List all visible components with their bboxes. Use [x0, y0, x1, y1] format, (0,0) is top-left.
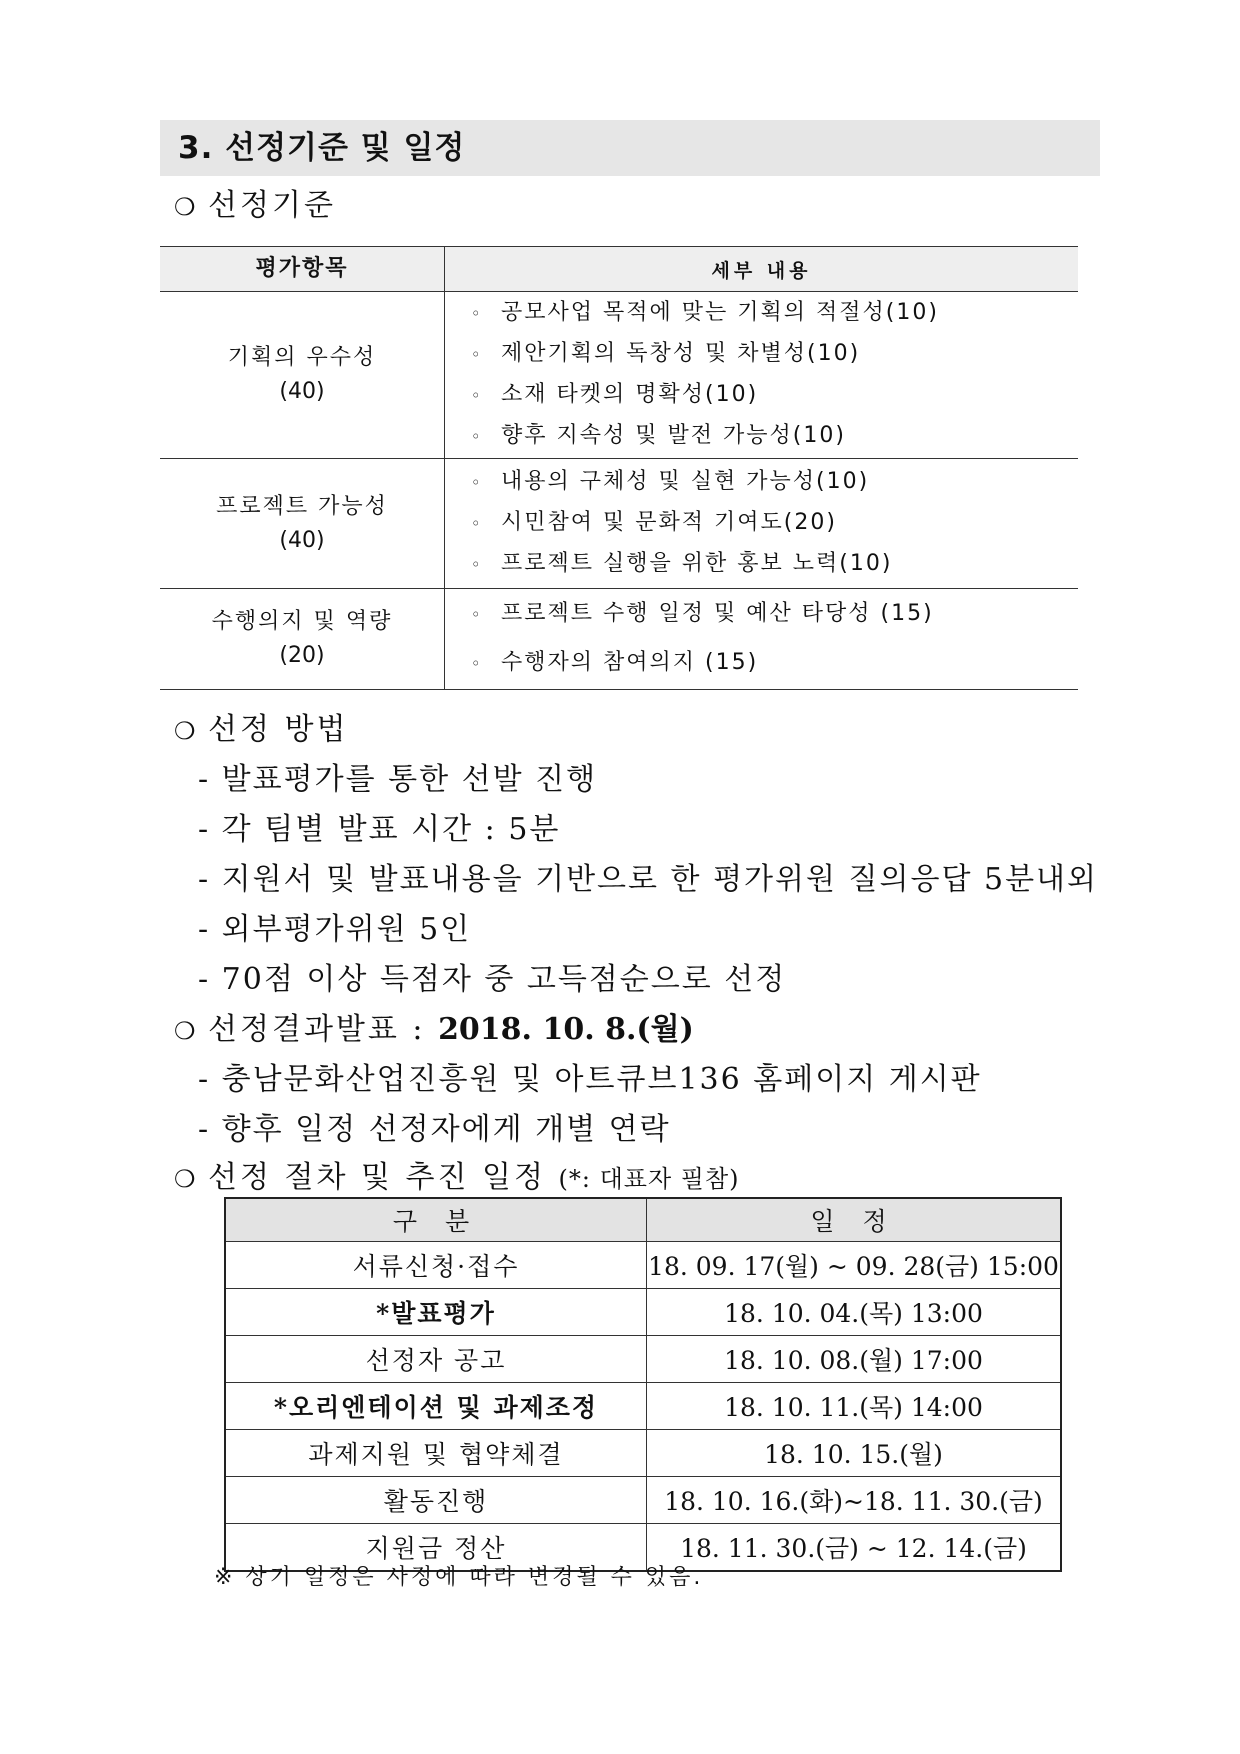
- bullet-icon: ◦: [471, 654, 483, 673]
- schedule-date: 18. 10. 11.(목) 14:00: [647, 1383, 1062, 1430]
- circle-bullet-icon: ❍: [174, 1165, 196, 1193]
- procedure-title: 선정 절차 및 추진 일정: [208, 1160, 559, 1195]
- section-title: 3. 선정기준 및 일정: [160, 120, 1100, 176]
- table-row: [160, 292, 1078, 459]
- schedule-date: 18. 10. 16.(화)~18. 11. 30.(금): [647, 1477, 1062, 1524]
- method-title: 선정 방법: [208, 712, 349, 747]
- list-item: ◦ 수행자의 참여의지 (15): [471, 639, 1077, 688]
- announcement-title: 선정결과발표 :: [208, 1012, 439, 1047]
- bullet-icon: ◦: [471, 345, 483, 364]
- list-item: ◦ 향후 지속성 및 발전 가능성(10): [471, 416, 1077, 457]
- list-item: ◦ 제안기획의 독창성 및 차별성(10): [471, 334, 1077, 375]
- procedure-note: (*: 대표자 필참): [558, 1165, 740, 1193]
- bullet-icon: ◦: [471, 605, 483, 624]
- table-row: [225, 1289, 1061, 1336]
- criteria-category-cell: [160, 589, 445, 690]
- table-row: [225, 1242, 1061, 1289]
- table-row: [225, 1477, 1061, 1524]
- circle-bullet-icon: ❍: [174, 193, 196, 221]
- footnote: ※ 상기 일정은 사정에 따라 변경될 수 있음.: [214, 1565, 704, 1590]
- schedule-stage: 활동진행: [225, 1477, 647, 1524]
- circle-bullet-icon: ❍: [174, 1017, 196, 1045]
- announcement-heading: [174, 1010, 694, 1051]
- announcement-date: 2018. 10. 8.(월): [438, 1012, 694, 1047]
- method-heading: [174, 710, 348, 751]
- criteria-header-row: [160, 247, 1078, 292]
- bullet-icon: ◦: [471, 514, 483, 533]
- procedure-heading: [174, 1158, 740, 1199]
- schedule-header-stage: 구 분: [225, 1198, 647, 1242]
- schedule-date: 18. 10. 04.(목) 13:00: [647, 1289, 1062, 1336]
- method-line: - 지원서 및 발표내용을 기반으로 한 평가위원 질의응답 5분내외: [198, 862, 1099, 897]
- table-row: [160, 459, 1078, 589]
- schedule-date: 18. 10. 15.(월): [647, 1430, 1062, 1477]
- schedule-date: 18. 11. 30.(금) ~ 12. 14.(금): [647, 1524, 1062, 1572]
- criteria-score: (20): [279, 643, 325, 668]
- bullet-icon: ◦: [471, 555, 483, 574]
- list-item: ◦ 소재 타켓의 명확성(10): [471, 375, 1077, 416]
- method-line: - 70점 이상 득점자 중 고득점순으로 선정: [198, 962, 787, 997]
- table-row: [225, 1336, 1061, 1383]
- schedule-table: [224, 1197, 1062, 1572]
- circle-bullet-icon: ❍: [174, 717, 196, 745]
- announcement-line: - 충남문화산업진흥원 및 아트큐브136 홈페이지 게시판: [198, 1062, 982, 1097]
- schedule-header-date: 일 정: [647, 1198, 1062, 1242]
- bullet-icon: ◦: [471, 386, 483, 405]
- schedule-stage: 서류신청·접수: [225, 1242, 647, 1289]
- criteria-heading-text: 선정기준: [208, 188, 336, 223]
- list-item: ◦ 시민참여 및 문화적 기여도(20): [471, 503, 1077, 544]
- schedule-header-row: [225, 1198, 1061, 1242]
- method-line: - 각 팀별 발표 시간 : 5분: [198, 812, 561, 847]
- schedule-stage: 선정자 공고: [225, 1336, 647, 1383]
- table-row: [225, 1430, 1061, 1477]
- bullet-icon: ◦: [471, 473, 483, 492]
- list-item: ◦ 공모사업 목적에 맞는 기획의 적절성(10): [471, 293, 1077, 334]
- method-line: - 발표평가를 통한 선발 진행: [198, 762, 598, 797]
- list-item: ◦ 프로젝트 수행 일정 및 예산 타당성 (15): [471, 590, 1077, 639]
- table-row: [160, 589, 1078, 690]
- criteria-category: 기획의 우수성: [227, 345, 377, 370]
- criteria-heading: [174, 186, 336, 227]
- announcement-line: - 향후 일정 선정자에게 개별 연락: [198, 1112, 671, 1147]
- criteria-header-category: 평가항목: [160, 247, 445, 292]
- bullet-icon: ◦: [471, 427, 483, 446]
- criteria-items-cell: [445, 589, 1079, 690]
- criteria-table: [160, 246, 1078, 690]
- schedule-stage: 과제지원 및 협약체결: [225, 1430, 647, 1477]
- bullet-icon: ◦: [471, 304, 483, 323]
- criteria-items-cell: [445, 459, 1079, 589]
- schedule-stage: *오리엔테이션 및 과제조정: [225, 1383, 647, 1430]
- criteria-category-cell: [160, 459, 445, 589]
- schedule-stage: *발표평가: [225, 1289, 647, 1336]
- list-item: ◦ 프로젝트 실행을 위한 홍보 노력(10): [471, 544, 1077, 585]
- table-row: [225, 1383, 1061, 1430]
- schedule-date: 18. 09. 17(월) ~ 09. 28(금) 15:00: [647, 1242, 1062, 1289]
- criteria-score: (40): [279, 527, 325, 553]
- criteria-category: 수행의지 및 역량: [211, 609, 393, 634]
- schedule-date: 18. 10. 08.(월) 17:00: [647, 1336, 1062, 1383]
- method-line: - 외부평가위원 5인: [198, 912, 472, 947]
- criteria-header-detail: 세부 내용: [445, 247, 1079, 292]
- schedule-stage: 지원금 정산: [225, 1524, 647, 1572]
- criteria-items-cell: [445, 292, 1079, 459]
- list-item: ◦ 내용의 구체성 및 실현 가능성(10): [471, 462, 1077, 503]
- criteria-score: (40): [279, 379, 325, 404]
- criteria-category: 프로젝트 가능성: [216, 493, 388, 519]
- criteria-category-cell: [160, 292, 445, 459]
